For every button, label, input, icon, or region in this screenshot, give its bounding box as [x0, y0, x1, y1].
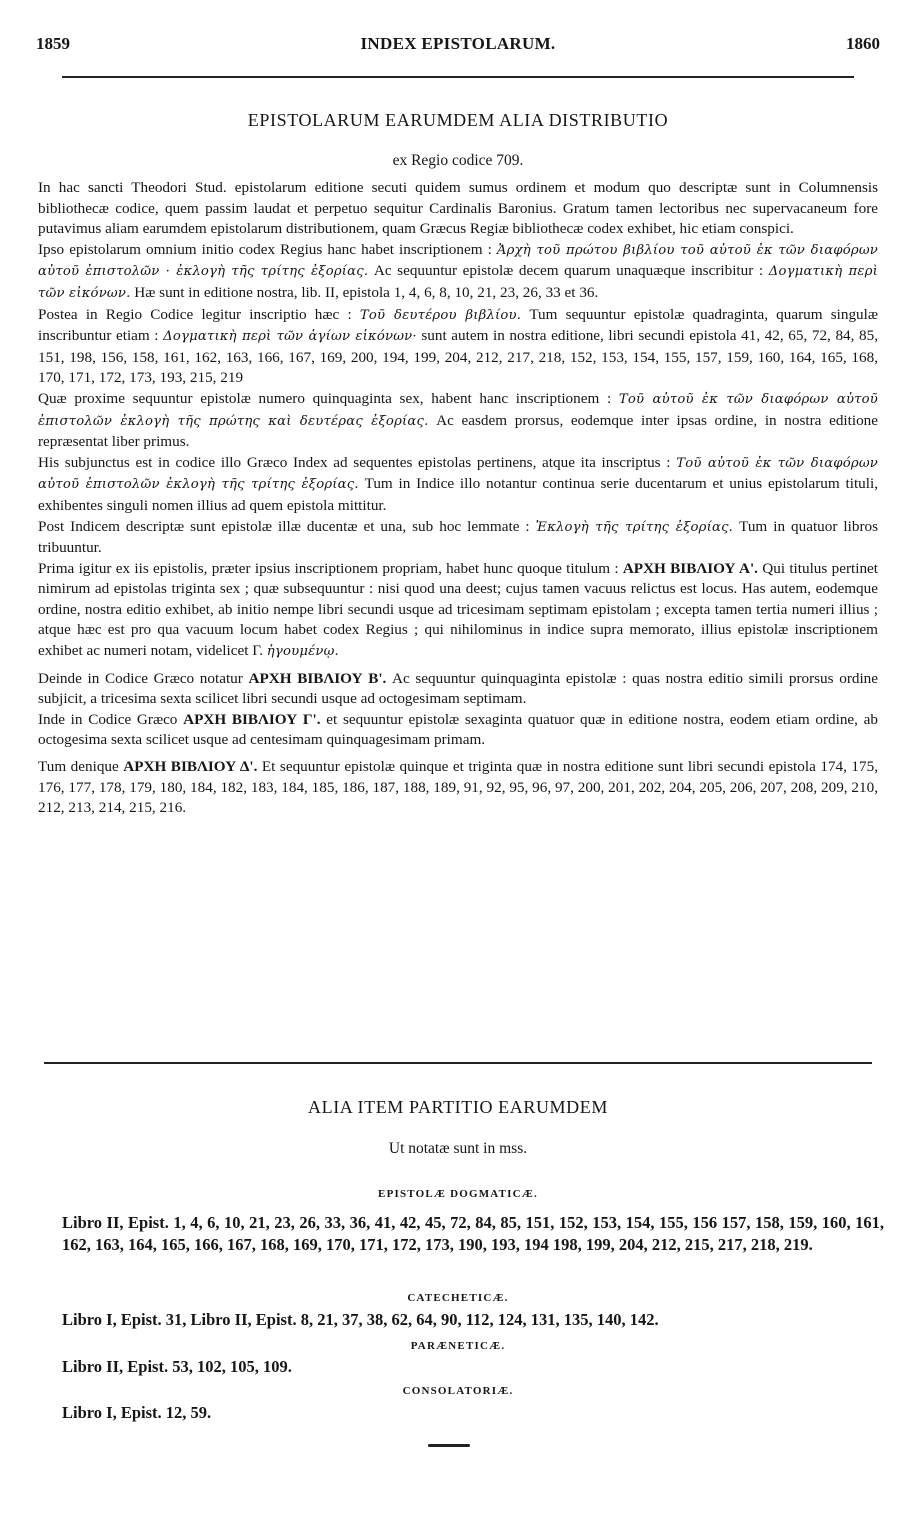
- paragraph-7-text-a: Prima igitur ex iis epistolis, præter ipsius inscriptionem propriam, habet hunc quoque titulum :: [38, 559, 619, 577]
- paragraph-2-text-a: Ipso epistolarum omnium initio codex Regius hanc habet inscriptionem :: [38, 240, 492, 258]
- column-number-right: 1860: [846, 34, 880, 53]
- paragraph-5-text-a: His subjunctus est in codice illo Græco Index ad sequentes epistolas pertinens, atque ita inscriptus :: [38, 453, 671, 471]
- running-head: [36, 34, 880, 58]
- end-ornament: [428, 1444, 470, 1447]
- paragraph-6-text-b: Tum in quatuor libros tribuuntur.: [38, 517, 879, 557]
- paragraph-5-greek-inscription: Τοῦ αὐτοῦ ἐκ τῶν διαφόρων αὐτοῦ ἐπιστολῶν ἐκλογὴ τῆς τρίτης ἐξορίας.: [38, 455, 878, 493]
- paragraph-4-text-a: Quæ proxime sequuntur epistolæ numero quinquaginta sex, habent hanc inscriptionem :: [38, 389, 612, 407]
- paragraph-2-greek-inscription: Ἀρχὴ τοῦ πρώτου βιβλίου τοῦ αὐτοῦ ἐκ τῶν διαφόρων αὐτοῦ ἐπιστολῶν · ἐκλογὴ τῆς τρίτης ἐξορίας.: [38, 242, 878, 280]
- paragraph-3-text-b: Tum sequuntur epistolæ quadraginta, quarum singulæ inscribuntur etiam :: [38, 305, 878, 345]
- paragraph-2-greek-title: Δογματικὴ περὶ τῶν εἰκόνων.: [38, 264, 879, 301]
- paragraph-9-text-b: et sequuntur epistolæ sexaginta quatuor quæ in editione nostra, eodem etiam ordine, ab octogesima sexta scilicet usque ad centesimam quinquagesimam primam.: [38, 710, 879, 749]
- paragraph-9-text-a: Inde in Codice Græco: [38, 710, 178, 728]
- paragraph-6-greek-lemma: Ἐκλογὴ τῆς τρίτης ἐξορίας.: [535, 519, 734, 535]
- page-title: INDEX EPISTOLARUM.: [360, 34, 556, 53]
- section1-title: EPISTOLARUM EARUMDEM ALIA DISTRIBUTIO: [247, 110, 669, 130]
- paragraph-7: [38, 559, 878, 663]
- paragraph-3: [38, 305, 878, 389]
- category-heading-paraeneticae: PARÆNETICÆ.: [410, 1340, 506, 1352]
- category-heading-consolatoriae: CONSOLATORIÆ.: [402, 1385, 514, 1397]
- paragraph-10-book-title: ΑΡΧΗ ΒΙΒΛΙΟΥ Δ'.: [123, 758, 258, 776]
- section-rule-divider: [44, 1062, 872, 1064]
- paragraph-1: In hac sancti Theodori Stud. epistolarum editione secuti quidem sumus ordinem et modum quo descriptæ sunt in Columnensis bibliothecæ codice, quem passim laudat et perpetuo sequitur Cardinalis Baronius. Gratum tamen lectoribus nec supervacaneum fore putavimus aliam earumdem epistolarum distributionem, quam Græcus Regiæ bibliothecæ codex exhibet, hic etiam conspici.: [38, 179, 878, 238]
- paragraph-10-text-a: Tum denique: [38, 758, 119, 776]
- category-list-dogmaticae: Libro II, Epist. 1, 4, 6, 10, 21, 23, 26, 33, 36, 41, 42, 45, 72, 84, 85, 151, 152, 153, 154, 155, 156 157, 158, 159, 160, 161, 162, 163, 164, 165, 166, 167, 168, 169, 170, 171, 172, 173, 190, 193, 194 198, 199, 204, 212, 215, 217, 218, 219.: [62, 1213, 884, 1254]
- paragraph-5: [38, 453, 878, 517]
- section1-subtitle: ex Regio codice 709.: [392, 152, 524, 169]
- top-rule-divider: [62, 76, 854, 78]
- paragraph-4-greek-inscription: Τοῦ αὐτοῦ ἐκ τῶν διαφόρων αὐτοῦ ἐπιστολῶν ἐκλογὴ τῆς πρώτης καὶ δευτέρας ἐξορίας.: [38, 391, 879, 429]
- paragraph-7-book-title: ΑΡΧΗ ΒΙΒΛΙΟΥ Α'.: [622, 559, 758, 577]
- section1-body: [38, 178, 878, 819]
- category-list-paraeneticae: Libro II, Epist. 53, 102, 105, 109.: [62, 1357, 292, 1376]
- paragraph-5-text-b: Tum in Indice illo notantur continua serie ducentarum et unius epistolarum tituli, exhibentes singuli nomen illius ad quem epistola mittitur.: [38, 475, 878, 514]
- category-list-catecheticae: Libro I, Epist. 31, Libro II, Epist. 8, 21, 37, 38, 62, 64, 90, 112, 124, 131, 135, 140, 142.: [62, 1310, 659, 1329]
- paragraph-9-book-title: ΑΡΧΗ ΒΙΒΛΙΟΥ Γ'.: [183, 710, 321, 728]
- paragraph-10: [38, 757, 878, 819]
- paragraph-8-text-a: Deinde in Codice Græco notatur: [38, 669, 243, 687]
- paragraph-3-greek-inscription: Τοῦ δευτέρου βιβλίου.: [359, 307, 522, 323]
- paragraph-3-text-c: sunt autem in nostra editione, libri secundi epistola 41, 42, 65, 72, 84, 85, 151, 198, 156, 158, 161, 162, 163, 166, 167, 169, 200, 194, 199, 204, 212, 217, 218, 152, 153, 154, 155, 157, 159, 160, 164, 165, 168, 170, 171, 172, 173, 193, 215, 219: [38, 327, 879, 387]
- paragraph-4: [38, 389, 878, 453]
- paragraph-2: [38, 240, 878, 305]
- paragraph-8: [38, 669, 878, 710]
- paragraph-10-text-b: Et sequuntur epistolæ quinque et triginta quæ in nostra editione sunt libri secundi epistola 174, 175, 176, 177, 178, 179, 180, 184, 182, 183, 184, 185, 186, 187, 188, 189, 91, 92, 95, 96, 97, 200, 201, 202, 204, 205, 206, 207, 208, 209, 210, 212, 213, 214, 215, 216.: [38, 758, 878, 817]
- paragraph-2-text-b: Ac sequuntur epistolæ decem quarum unaquæque inscribitur :: [373, 262, 764, 280]
- paragraph-8-text-b: Ac sequuntur quinquaginta epistolæ : quas nostra editio simili prorsus ordine subjicit, a tricesima sexta scilicet libri secundi usque ad octogesimam septimam.: [38, 669, 879, 708]
- paragraph-7-text-b: Qui titulus pertinet nimirum ad epistolas triginta sex ; quæ subsequuntur : nisi quod una deest; cujus tamen vacuus relictus est locus. Has autem, eodemque ordine, nostra editio exhibet, ab initio nempe libri secundi usque ad tricesimam septimam epistolam ; excepta tamen tertia numeri illius ; atque hæc est pro qua vacuum locum habet codex Regius ; qui nihilominus in indice supra memorato, illius epistolæ inscriptionem exhibet ac numeri notam, videlicet Γ.: [38, 559, 878, 660]
- column-number-left: 1859: [36, 34, 70, 53]
- section2-subtitle: Ut notatæ sunt in mss.: [388, 1140, 528, 1157]
- paragraph-7-greek-word: ἡγουμένῳ.: [266, 644, 339, 660]
- paragraph-6: [38, 517, 878, 559]
- section2-title: ALIA ITEM PARTITIO EARUMDEM: [308, 1097, 608, 1117]
- paragraph-3-text-a: Postea in Regio Codice legitur inscriptio hæc :: [38, 305, 352, 323]
- paragraph-6-text-a: Post Indicem descriptæ sunt epistolæ illæ ducentæ et una, sub hoc lemmate :: [38, 517, 530, 535]
- paragraph-2-text-c: Hæ sunt in editione nostra, lib. II, epistola 1, 4, 6, 8, 10, 21, 23, 26, 33 et 36.: [134, 283, 599, 301]
- category-heading-catecheticae: CATECHETICÆ.: [407, 1292, 509, 1304]
- paragraph-3-greek-title: Δογματικὴ περὶ τῶν ἁγίων εἰκόνων·: [163, 329, 417, 345]
- paragraph-4-text-b: Ac easdem prorsus, eodemque inter ipsas ordine, in nostra editione repræsentat liber primus.: [38, 411, 879, 451]
- paragraph-8-book-title: ΑΡΧΗ ΒΙΒΛΙΟΥ Β'.: [248, 669, 387, 687]
- category-heading-dogmaticae: EPISTOLÆ DOGMATICÆ.: [378, 1188, 538, 1200]
- category-list-consolatoriae: Libro I, Epist. 12, 59.: [62, 1403, 212, 1422]
- paragraph-9: [38, 710, 878, 751]
